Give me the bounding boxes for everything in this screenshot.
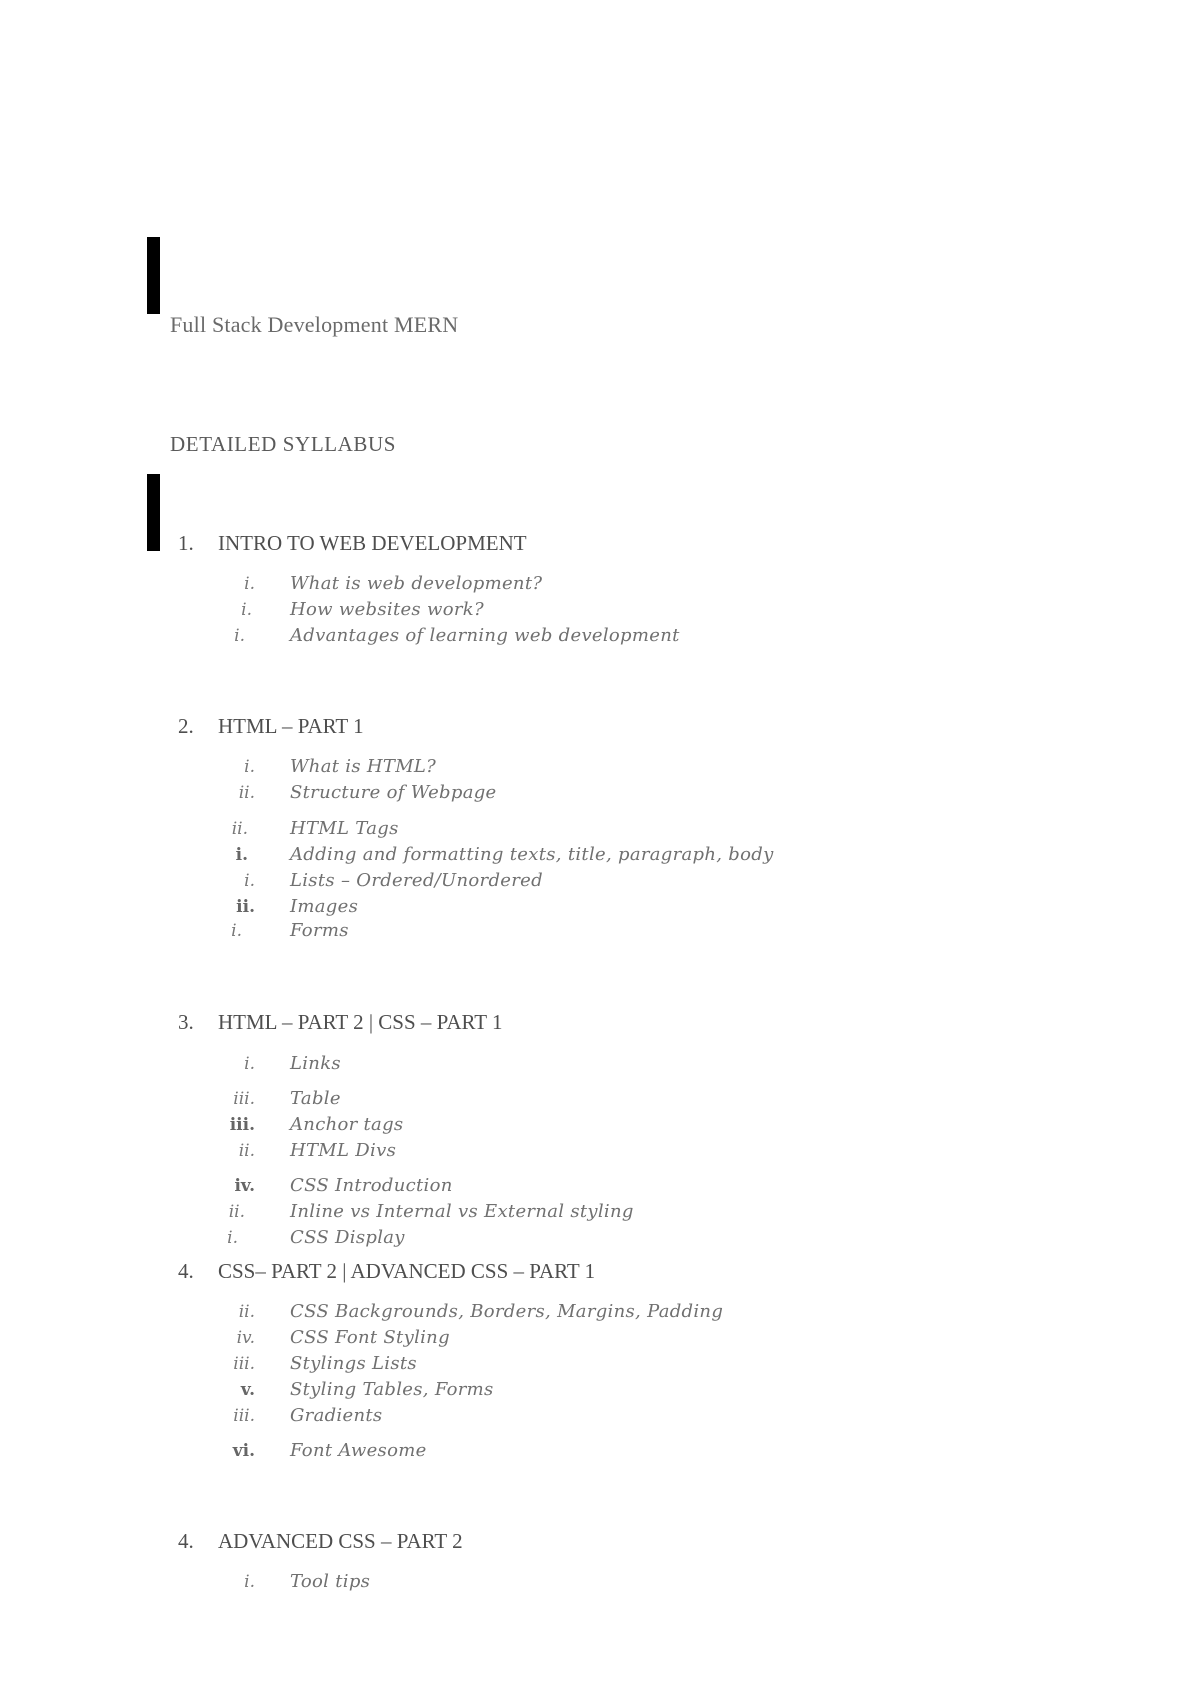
margin-change-bar [147, 237, 160, 314]
list-marker: vi. [232, 1441, 255, 1461]
list-item [200, 1439, 900, 1463]
list-item [200, 1087, 900, 1111]
list-item [200, 1326, 900, 1350]
list-item [200, 781, 900, 805]
list-marker: iii. [233, 1406, 255, 1426]
list-item [200, 572, 900, 596]
section-title: CSS– PART 2 | ADVANCED CSS – PART 1 [218, 1259, 596, 1283]
list-item-label: Font Awesome [290, 1440, 427, 1461]
list-marker: iii. [233, 1354, 255, 1374]
list-marker: i. [241, 600, 252, 620]
list-item [200, 1226, 900, 1250]
section-heading [178, 1010, 503, 1035]
section-title: ADVANCED CSS – PART 2 [218, 1529, 463, 1553]
list-marker: ii. [231, 819, 248, 839]
section-title: HTML – PART 2 | CSS – PART 1 [218, 1010, 503, 1034]
document-subtitle: DETAILED SYLLABUS [170, 432, 397, 456]
section-number: 4. [178, 1259, 194, 1283]
list-item-label: Gradients [290, 1405, 383, 1426]
section-title: INTRO TO WEB DEVELOPMENT [218, 531, 527, 555]
section-number: 4. [178, 1529, 194, 1553]
list-item-label: Advantages of learning web development [290, 625, 680, 646]
list-item-label: HTML Tags [290, 818, 399, 839]
list-marker: ii. [238, 1302, 255, 1322]
list-item [200, 624, 900, 648]
list-item [200, 1052, 900, 1076]
document-title: Full Stack Development MERN [170, 312, 459, 337]
list-item [200, 1570, 900, 1594]
list-item-label: Forms [290, 920, 349, 941]
list-marker: i. [244, 1572, 255, 1592]
list-marker: iii. [229, 1115, 255, 1135]
list-item [200, 1200, 900, 1224]
section-heading [178, 1529, 463, 1554]
list-item [200, 843, 900, 867]
list-item [200, 1300, 900, 1324]
section-number: 2. [178, 714, 194, 738]
list-item [200, 1113, 900, 1137]
list-item-label: Stylings Lists [290, 1353, 417, 1374]
list-item [200, 895, 900, 919]
list-marker: i. [235, 845, 248, 865]
section-heading [178, 531, 527, 556]
list-marker: ii. [236, 897, 255, 917]
list-item-label: Tool tips [290, 1571, 371, 1592]
section-number: 3. [178, 1010, 194, 1034]
list-marker: iv. [234, 1176, 255, 1196]
list-marker: iii. [233, 1089, 255, 1109]
list-item-label: Structure of Webpage [290, 782, 497, 803]
list-marker: ii. [228, 1202, 245, 1222]
list-marker: i. [244, 1054, 255, 1074]
list-item [200, 1352, 900, 1376]
list-item-label: CSS Display [290, 1227, 405, 1248]
list-item-label: Links [290, 1053, 341, 1074]
list-item [200, 817, 900, 841]
list-item [200, 598, 900, 622]
list-item [200, 1139, 900, 1163]
list-item-label: How websites work? [290, 599, 484, 620]
list-marker: i. [231, 921, 242, 941]
list-marker: i. [244, 757, 255, 777]
list-item-label: Adding and formatting texts, title, paragraph, body [290, 844, 774, 865]
list-item-label: What is web development? [290, 573, 543, 594]
section-heading [178, 714, 364, 739]
list-item-label: Table [290, 1088, 341, 1109]
margin-change-bar [147, 474, 160, 551]
section-title: HTML – PART 1 [218, 714, 364, 738]
list-item-label: Styling Tables, Forms [290, 1379, 494, 1400]
section-number: 1. [178, 531, 194, 555]
list-item [200, 869, 900, 893]
list-marker: i. [234, 626, 245, 646]
list-item-label: CSS Introduction [290, 1175, 453, 1196]
list-marker: i. [244, 574, 255, 594]
list-item [200, 1404, 900, 1428]
section-heading [178, 1259, 595, 1284]
list-item-label: Inline vs Internal vs External styling [290, 1201, 634, 1222]
list-item [200, 1174, 900, 1198]
list-item-label: CSS Font Styling [290, 1327, 450, 1348]
list-item-label: What is HTML? [290, 756, 437, 777]
list-item [200, 755, 900, 779]
list-item [200, 919, 900, 943]
list-marker: i. [244, 871, 255, 891]
list-marker: iv. [236, 1328, 255, 1348]
list-marker: ii. [238, 783, 255, 803]
list-marker: v. [240, 1380, 255, 1400]
list-item [200, 1378, 900, 1402]
list-marker: ii. [238, 1141, 255, 1161]
list-item-label: HTML Divs [290, 1140, 397, 1161]
list-item-label: Anchor tags [290, 1114, 404, 1135]
list-item-label: CSS Backgrounds, Borders, Margins, Padding [290, 1301, 724, 1322]
list-item-label: Images [290, 896, 359, 917]
list-item-label: Lists – Ordered/Unordered [290, 870, 543, 891]
list-marker: i. [227, 1228, 238, 1248]
